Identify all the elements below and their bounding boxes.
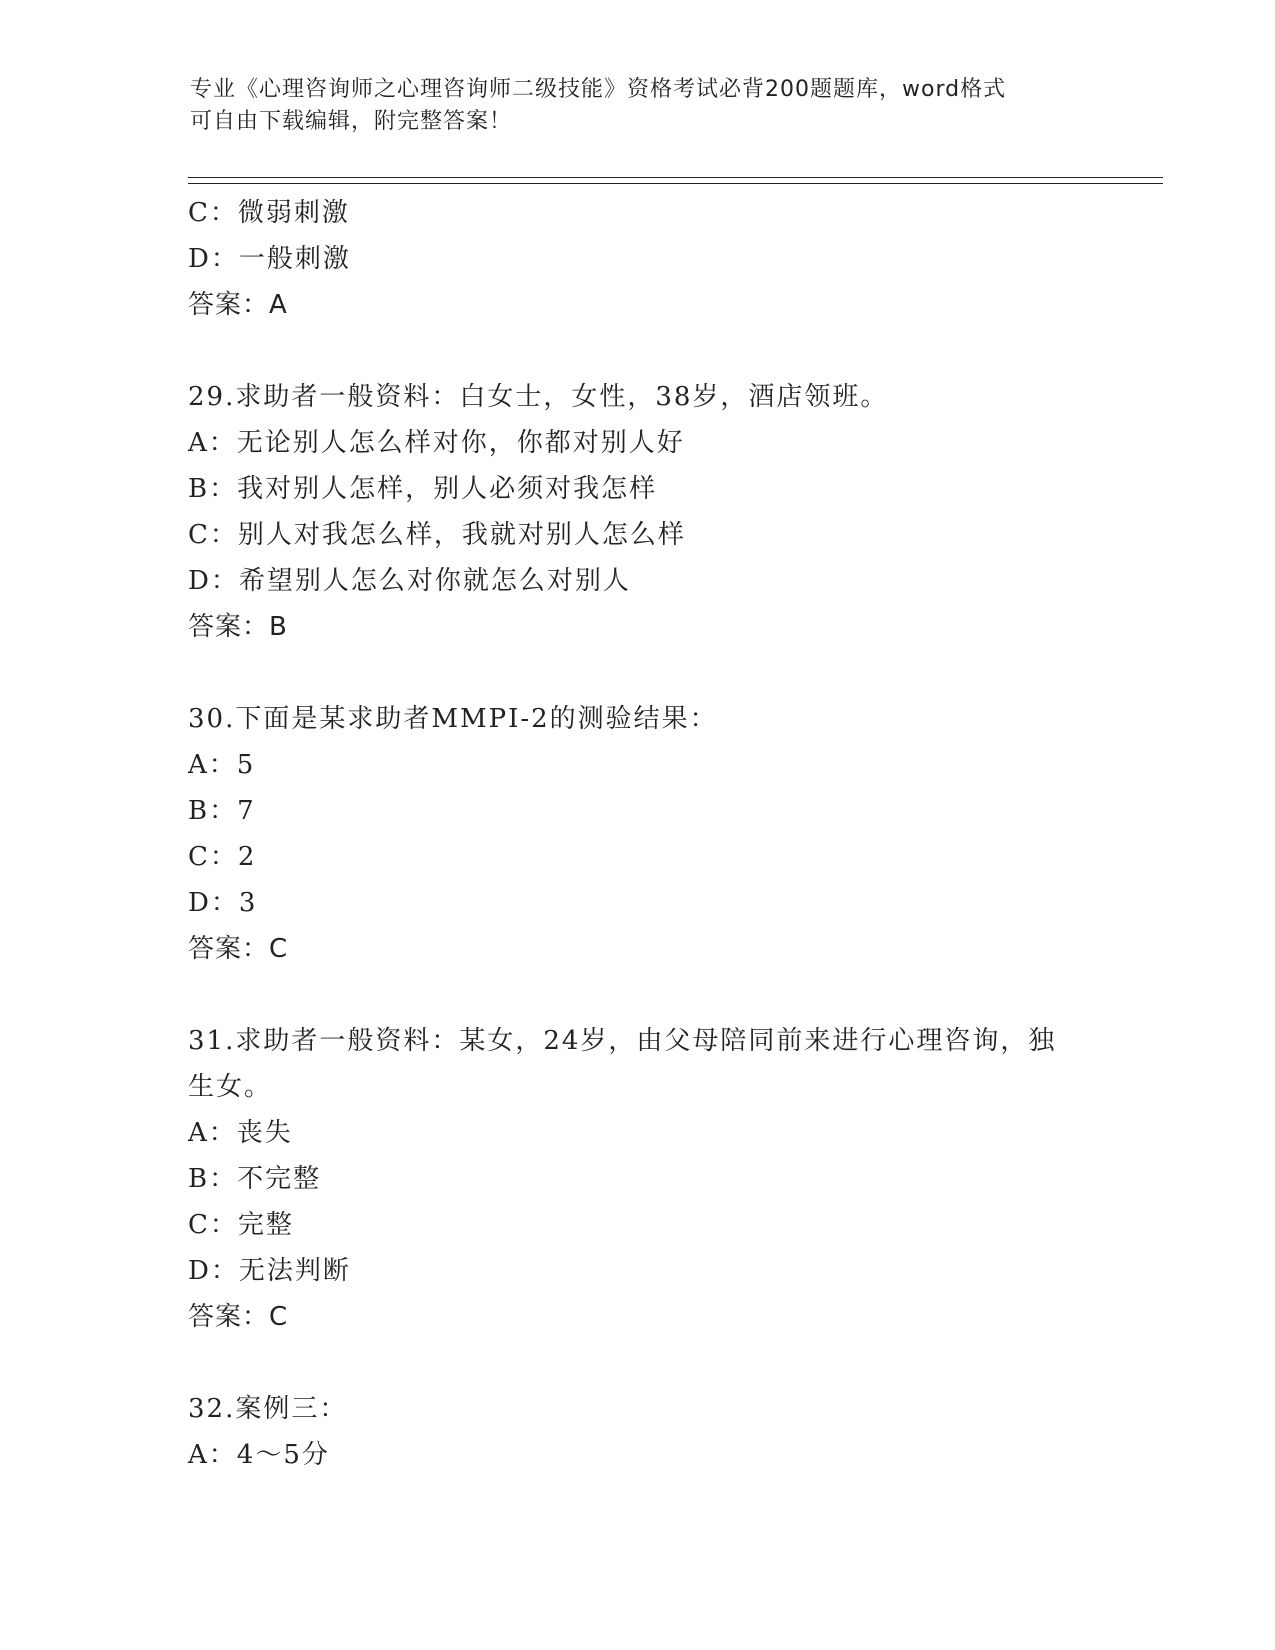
option-d: D：一般刺激 xyxy=(188,244,351,274)
spacer xyxy=(188,650,1128,696)
question-stem: 29.求助者一般资料：白女士，女性，38岁，酒店领班。 xyxy=(188,382,889,412)
question-block-28 xyxy=(188,190,1128,328)
option-a: A：丧失 xyxy=(188,1118,293,1148)
question-block-32 xyxy=(188,1386,1128,1478)
spacer xyxy=(188,1340,1128,1386)
answer-label: 答案：A xyxy=(188,290,288,320)
header-title-line-2: 可自由下载编辑，附完整答案！ xyxy=(190,109,513,134)
question-block-29 xyxy=(188,374,1128,650)
option-a: A：无论别人怎么样对你，你都对别人好 xyxy=(188,428,685,458)
question-stem: 30.下面是某求助者MMPI-2的测验结果： xyxy=(188,704,718,734)
option-c: C：完整 xyxy=(188,1210,294,1240)
question-list xyxy=(188,190,1128,1478)
header-divider-top xyxy=(188,177,1163,178)
question-block-30 xyxy=(188,696,1128,972)
answer-label: 答案：C xyxy=(188,1302,289,1332)
answer-label: 答案：C xyxy=(188,934,289,964)
answer-label: 答案：B xyxy=(188,612,288,642)
header-divider-bottom xyxy=(188,183,1163,184)
option-c: C：别人对我怎么样，我就对别人怎么样 xyxy=(188,520,686,550)
option-c: C：2 xyxy=(188,842,257,872)
option-a: A：5 xyxy=(188,750,256,780)
option-b: B：我对别人怎样，别人必须对我怎样 xyxy=(188,474,658,504)
document-header xyxy=(190,74,1070,138)
option-a: A：4～5分 xyxy=(188,1440,330,1470)
spacer xyxy=(188,972,1128,1018)
option-d: D：3 xyxy=(188,888,258,918)
option-c: C：微弱刺激 xyxy=(188,198,350,228)
question-stem-line-2: 生女。 xyxy=(188,1072,273,1102)
header-title-line-1: 专业《心理咨询师之心理咨询师二级技能》资格考试必背200题题库，word格式 xyxy=(190,77,1007,102)
question-stem-line-1: 31.求助者一般资料：某女，24岁，由父母陪同前来进行心理咨询，独 xyxy=(188,1026,1057,1056)
option-d: D：无法判断 xyxy=(188,1256,351,1286)
question-stem: 32.案例三： xyxy=(188,1394,348,1424)
option-b: B：不完整 xyxy=(188,1164,322,1194)
option-d: D：希望别人怎么对你就怎么对别人 xyxy=(188,566,631,596)
question-block-31 xyxy=(188,1018,1128,1340)
spacer xyxy=(188,328,1128,374)
option-b: B：7 xyxy=(188,796,256,826)
